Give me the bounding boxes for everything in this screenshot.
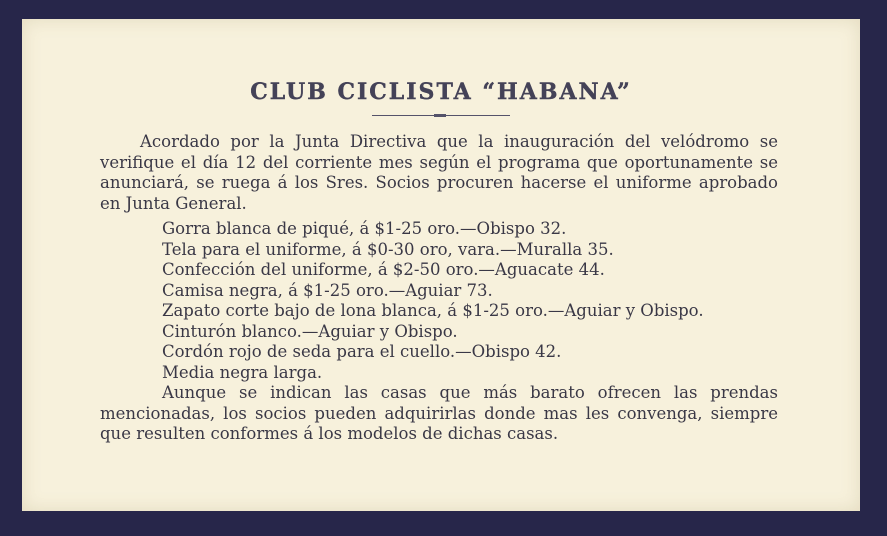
divider-ornament	[434, 114, 446, 117]
card-title: CLUB CICLISTA “HABANA”	[250, 79, 632, 105]
closing-paragraph: Aunque se indican las casas que más barato ofrecen las prendas mencionadas, los socios pueden adquirirlas donde mas les convenga, siempre que resulten conformes á los modelos de dichas casas.	[100, 383, 778, 443]
uniform-items-list	[162, 219, 704, 383]
intro-paragraph: Acordado por la Junta Directiva que la inauguración del velódromo se verifique el día 12 del corriente mes según el programa que oportunamente se anunciará, se ruega á los Sres. Socios procuren hacerse el uniforme aprobado en Junta General.	[100, 132, 778, 213]
list-item: Tela para el uniforme, á $0-30 oro, vara.—Muralla 35.	[162, 239, 614, 259]
list-item: Gorra blanca de piqué, á $1-25 oro.—Obispo 32.	[162, 219, 567, 238]
list-item: Zapato corte bajo de lona blanca, á $1-25 oro.—Aguiar y Obispo.	[162, 301, 704, 320]
list-item: Cinturón blanco.—Aguiar y Obispo.	[162, 321, 458, 341]
list-item: Camisa negra, á $1-25 oro.—Aguiar 73.	[162, 280, 493, 300]
list-item: Media negra larga.	[162, 362, 323, 382]
list-item: Cordón rojo de seda para el cuello.—Obispo 42.	[162, 342, 562, 361]
list-item: Confección del uniforme, á $2-50 oro.—Aguacate 44.	[162, 260, 605, 279]
announcement-card	[22, 19, 860, 511]
